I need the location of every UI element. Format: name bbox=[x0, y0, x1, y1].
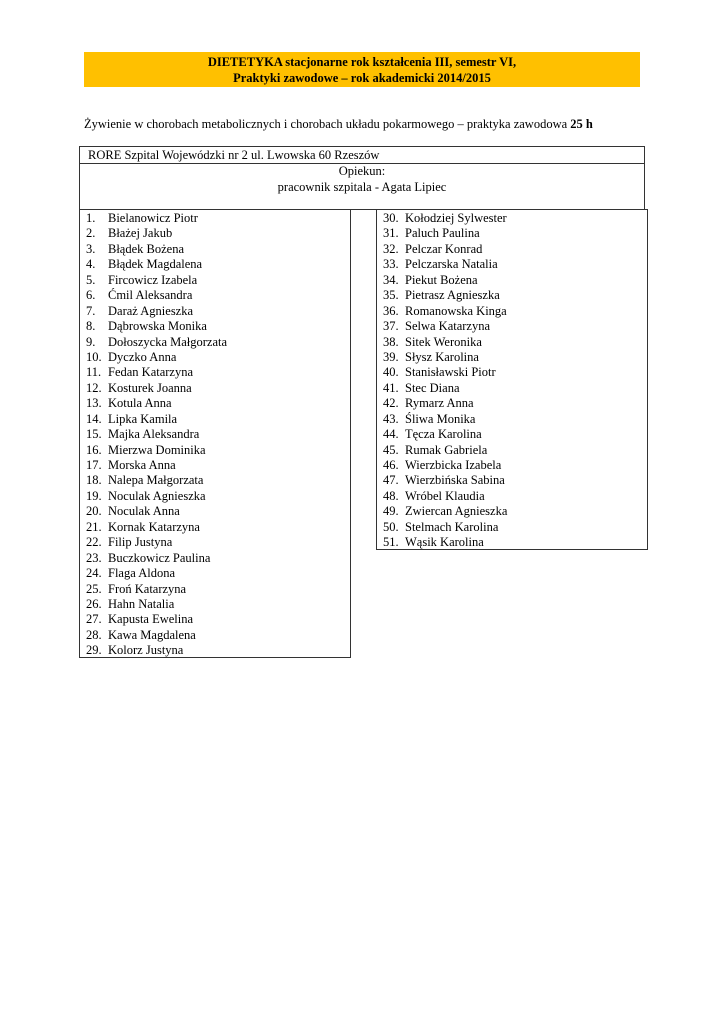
student-row bbox=[80, 643, 350, 658]
student-row bbox=[80, 211, 350, 226]
student-number: 12. bbox=[86, 380, 102, 395]
subtitle-text: Żywienie w chorobach metabolicznych i chorobach układu pokarmowego – praktyka zawodowa bbox=[84, 117, 571, 131]
student-name: Błądek Bożena bbox=[108, 241, 185, 256]
student-name: Noculak Agnieszka bbox=[108, 488, 206, 503]
student-name: Selwa Katarzyna bbox=[405, 319, 491, 334]
student-name: Tęcza Karolina bbox=[405, 427, 482, 442]
student-row bbox=[80, 489, 350, 504]
student-name: Wierzbicka Izabela bbox=[405, 458, 502, 472]
location-address: RORE Szpital Wojewódzki nr 2 ul. Lwowska 60 Rzeszów bbox=[80, 147, 644, 164]
student-name: Kolorz Justyna bbox=[108, 643, 184, 658]
student-name: Rumak Gabriela bbox=[405, 442, 488, 457]
student-row bbox=[377, 473, 647, 488]
student-number: 22. bbox=[86, 535, 102, 550]
student-name: Fircowicz Izabela bbox=[108, 272, 198, 287]
student-name: Noculak Anna bbox=[108, 504, 180, 519]
student-row bbox=[377, 288, 647, 303]
student-number: 21. bbox=[86, 519, 102, 534]
student-number: 25. bbox=[86, 581, 102, 596]
student-row bbox=[80, 458, 350, 473]
student-name: Dąbrowska Monika bbox=[108, 319, 207, 334]
student-list-right bbox=[376, 209, 648, 550]
student-name: Stelmach Karolina bbox=[405, 519, 499, 534]
student-number: 23. bbox=[86, 550, 102, 565]
student-number: 3. bbox=[86, 241, 96, 256]
student-name: Buczkowicz Paulina bbox=[108, 550, 211, 565]
student-number: 49. bbox=[383, 504, 399, 519]
student-name: Mierzwa Dominika bbox=[108, 442, 206, 457]
student-number: 8. bbox=[86, 319, 96, 334]
student-row bbox=[80, 582, 350, 597]
student-row bbox=[377, 335, 647, 350]
student-name: Błądek Magdalena bbox=[108, 257, 203, 272]
student-number: 27. bbox=[86, 612, 102, 627]
student-number: 24. bbox=[86, 566, 102, 581]
student-number: 33. bbox=[383, 257, 399, 272]
student-row bbox=[80, 597, 350, 612]
student-number: 16. bbox=[86, 442, 102, 457]
student-row bbox=[80, 350, 350, 365]
student-row bbox=[377, 458, 647, 473]
student-name: Wierzbińska Sabina bbox=[405, 473, 505, 488]
student-number: 13. bbox=[86, 396, 102, 411]
student-row bbox=[377, 242, 647, 257]
student-name: Błażej Jakub bbox=[108, 226, 173, 241]
student-name: Froń Katarzyna bbox=[108, 581, 187, 596]
student-name: Wąsik Karolina bbox=[405, 535, 484, 550]
student-number: 37. bbox=[383, 319, 399, 334]
student-number: 9. bbox=[86, 334, 96, 349]
header-line-1: DIETETYKA stacjonarne rok kształcenia III, semestr VI, bbox=[207, 55, 517, 69]
student-name: Flaga Aldona bbox=[108, 566, 176, 581]
student-row bbox=[80, 319, 350, 334]
student-row bbox=[80, 257, 350, 272]
practice-subtitle bbox=[84, 117, 644, 132]
student-row bbox=[80, 242, 350, 257]
student-name: Hahn Natalia bbox=[108, 596, 175, 611]
student-number: 39. bbox=[383, 349, 399, 364]
student-row bbox=[80, 443, 350, 458]
student-name: Zwiercan Agnieszka bbox=[405, 504, 508, 519]
student-list-left bbox=[79, 209, 351, 658]
subtitle-hours: 25 h bbox=[570, 117, 593, 131]
student-row bbox=[377, 427, 647, 442]
student-name: Romanowska Kinga bbox=[405, 303, 507, 318]
student-row bbox=[377, 226, 647, 241]
student-number: 18. bbox=[86, 473, 102, 488]
student-row bbox=[80, 427, 350, 442]
student-number: 35. bbox=[383, 288, 399, 303]
student-number: 7. bbox=[86, 303, 96, 318]
student-number: 50. bbox=[383, 519, 399, 534]
student-row bbox=[80, 551, 350, 566]
student-name: Kornak Katarzyna bbox=[108, 519, 200, 534]
student-row bbox=[377, 304, 647, 319]
student-row bbox=[80, 381, 350, 396]
student-number: 51. bbox=[383, 535, 399, 550]
student-name: Stanisławski Piotr bbox=[405, 365, 496, 380]
student-name: Słysz Karolina bbox=[405, 349, 479, 364]
student-number: 15. bbox=[86, 427, 102, 442]
student-number: 45. bbox=[383, 442, 399, 457]
student-row bbox=[80, 473, 350, 488]
student-row bbox=[377, 365, 647, 380]
student-name: Kawa Magdalena bbox=[108, 627, 196, 642]
student-number: 4. bbox=[86, 257, 96, 272]
student-number: 6. bbox=[86, 288, 96, 303]
student-row bbox=[80, 226, 350, 241]
student-row bbox=[80, 365, 350, 380]
student-number: 31. bbox=[383, 226, 399, 241]
student-row bbox=[377, 257, 647, 272]
student-number: 44. bbox=[383, 427, 399, 442]
student-row bbox=[377, 520, 647, 535]
student-row bbox=[377, 319, 647, 334]
student-number: 43. bbox=[383, 411, 399, 426]
student-row bbox=[377, 412, 647, 427]
student-row bbox=[80, 304, 350, 319]
student-name: Dołoszycka Małgorzata bbox=[108, 334, 228, 349]
student-number: 40. bbox=[383, 365, 399, 380]
student-number: 28. bbox=[86, 627, 102, 642]
supervisor-name: pracownik szpitala - Agata Lipiec bbox=[277, 179, 447, 194]
student-name: Majka Aleksandra bbox=[108, 427, 200, 442]
student-number: 47. bbox=[383, 473, 399, 488]
student-number: 38. bbox=[383, 334, 399, 349]
student-row bbox=[377, 350, 647, 365]
student-name: Daraż Agnieszka bbox=[108, 303, 194, 318]
document-header-banner bbox=[84, 52, 640, 87]
student-name: Morska Anna bbox=[108, 458, 176, 472]
supervisor-block bbox=[80, 164, 644, 195]
student-row bbox=[80, 504, 350, 519]
student-number: 10. bbox=[86, 349, 102, 364]
supervisor-label: Opiekun: bbox=[338, 164, 386, 178]
student-number: 46. bbox=[383, 458, 399, 472]
student-name: Lipka Kamila bbox=[108, 411, 178, 426]
student-name: Sitek Weronika bbox=[405, 334, 482, 349]
student-number: 30. bbox=[383, 211, 399, 225]
student-name: Pelczar Konrad bbox=[405, 241, 483, 256]
student-name: Stec Diana bbox=[405, 380, 460, 395]
student-row bbox=[80, 535, 350, 550]
student-number: 36. bbox=[383, 303, 399, 318]
student-row bbox=[80, 612, 350, 627]
student-row bbox=[377, 396, 647, 411]
student-name: Pelczarska Natalia bbox=[405, 257, 498, 272]
student-number: 41. bbox=[383, 380, 399, 395]
student-name: Pietrasz Agnieszka bbox=[405, 288, 500, 303]
student-row bbox=[80, 288, 350, 303]
student-number: 2. bbox=[86, 226, 96, 241]
student-number: 48. bbox=[383, 488, 399, 503]
student-row bbox=[80, 520, 350, 535]
student-number: 26. bbox=[86, 596, 102, 611]
student-name: Wróbel Klaudia bbox=[405, 488, 485, 503]
student-name: Kapusta Ewelina bbox=[108, 612, 194, 627]
student-number: 42. bbox=[383, 396, 399, 411]
student-name: Dyczko Anna bbox=[108, 349, 177, 364]
student-number: 5. bbox=[86, 272, 96, 287]
location-box bbox=[79, 146, 645, 210]
student-name: Nalepa Małgorzata bbox=[108, 473, 204, 488]
student-row bbox=[80, 396, 350, 411]
student-name: Bielanowicz Piotr bbox=[108, 211, 198, 225]
student-name: Kotula Anna bbox=[108, 396, 172, 411]
student-number: 34. bbox=[383, 272, 399, 287]
student-row bbox=[377, 381, 647, 396]
student-row bbox=[377, 535, 647, 550]
student-number: 20. bbox=[86, 504, 102, 519]
header-line-2: Praktyki zawodowe – rok akademicki 2014/2015 bbox=[233, 71, 491, 85]
student-number: 1. bbox=[86, 211, 96, 225]
student-row bbox=[377, 504, 647, 519]
student-number: 32. bbox=[383, 241, 399, 256]
student-row bbox=[80, 628, 350, 643]
student-row bbox=[80, 273, 350, 288]
student-row bbox=[377, 443, 647, 458]
student-number: 14. bbox=[86, 411, 102, 426]
student-row bbox=[377, 211, 647, 226]
student-row bbox=[80, 335, 350, 350]
student-number: 17. bbox=[86, 458, 102, 472]
student-name: Ćmil Aleksandra bbox=[108, 288, 193, 303]
student-name: Fedan Katarzyna bbox=[108, 365, 194, 380]
student-name: Kołodziej Sylwester bbox=[405, 211, 507, 225]
student-number: 19. bbox=[86, 488, 102, 503]
student-name: Kosturek Joanna bbox=[108, 380, 192, 395]
student-row bbox=[80, 566, 350, 581]
student-name: Piekut Bożena bbox=[405, 272, 478, 287]
student-name: Rymarz Anna bbox=[405, 396, 474, 411]
student-number: 11. bbox=[86, 365, 102, 380]
student-name: Filip Justyna bbox=[108, 535, 173, 550]
student-row bbox=[377, 273, 647, 288]
student-row bbox=[377, 489, 647, 504]
student-name: Śliwa Monika bbox=[405, 411, 476, 426]
student-number: 29. bbox=[86, 643, 102, 658]
student-row bbox=[80, 412, 350, 427]
student-name: Paluch Paulina bbox=[405, 226, 480, 241]
